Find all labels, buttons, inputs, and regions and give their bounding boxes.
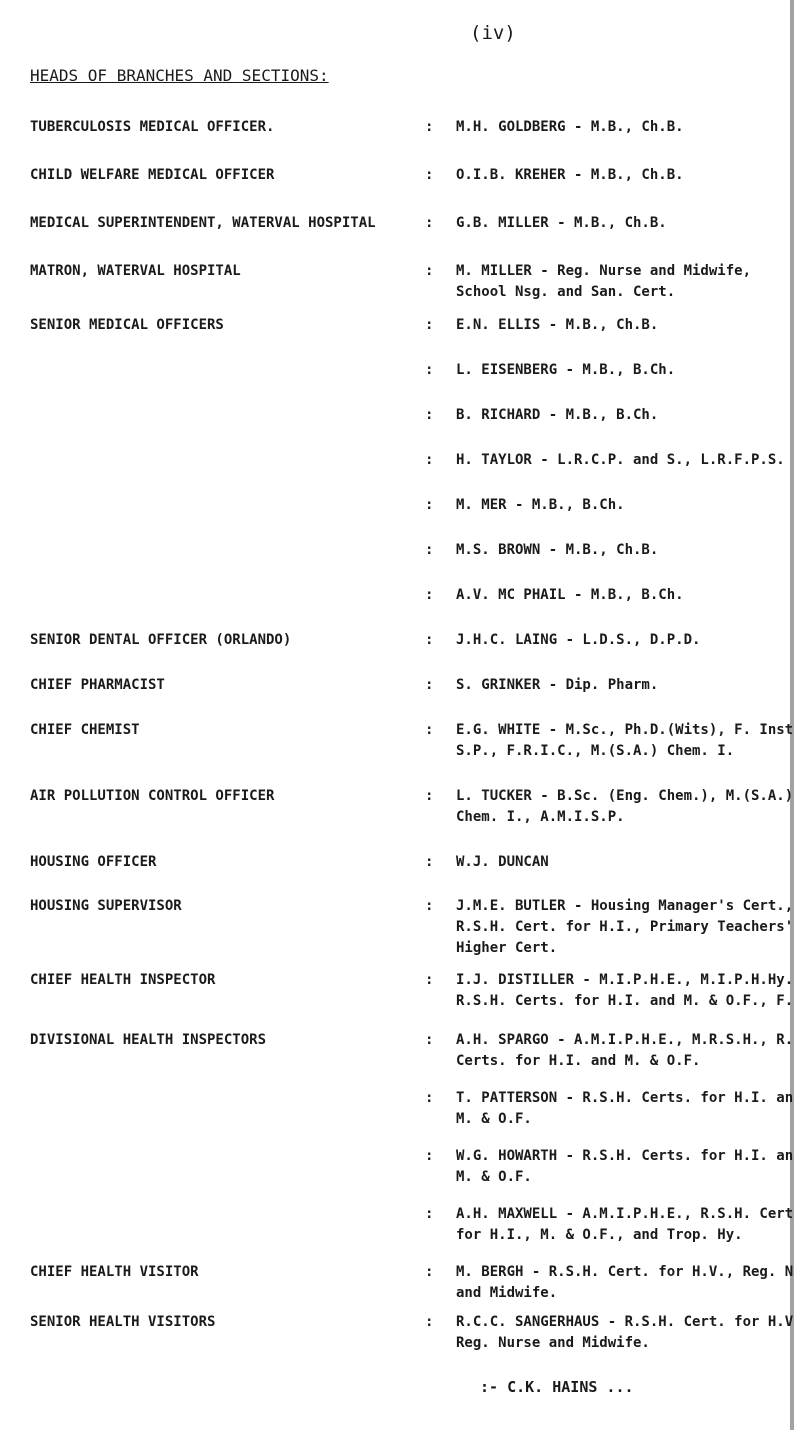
position-title: CHIEF HEALTH INSPECTOR [30,972,216,988]
holder-details [456,261,801,303]
holder-details-line: M. & O.F. [456,1111,532,1127]
holder-details-line: M. & O.F. [456,1169,532,1185]
holder-details [456,495,801,516]
holder-details-line: I.J. DISTILLER - M.I.P.H.E., M.I.P.H.Hy. [456,972,794,988]
holder-details-line: J.H.C. LAING - L.D.S., D.P.D. [456,632,701,648]
holder-details-line: R.C.C. SANGERHAUS - R.S.H. Cert. for H.V [456,1314,794,1330]
separator-colon: : [425,542,434,558]
holder-details-line: T. PATTERSON - R.S.H. Certs. for H.I. an [456,1090,794,1106]
holder-details-line: L. TUCKER - B.Sc. (Eng. Chem.), M.(S.A.) [456,788,794,804]
separator-colon: : [425,677,434,693]
position-title: CHIEF CHEMIST [30,722,140,738]
separator-colon: : [425,263,434,279]
separator-colon: : [425,1314,434,1330]
holder-details-line: A.V. MC PHAIL - M.B., B.Ch. [456,587,684,603]
position-title: DIVISIONAL HEALTH INSPECTORS [30,1032,267,1048]
holder-details [456,315,801,336]
separator-colon: : [425,1148,434,1164]
holder-details [456,1262,801,1304]
separator-colon: : [425,854,434,870]
signature: :- C.K. HAINS ... [480,1378,634,1396]
separator-colon: : [425,587,434,603]
holder-details-line: M. MILLER - Reg. Nurse and Midwife, [456,263,752,279]
holder-details-line: School Nsg. and San. Cert. [456,284,676,300]
holder-details [456,165,801,186]
separator-colon: : [425,1090,434,1106]
holder-details [456,896,801,959]
holder-details-line: M.H. GOLDBERG - M.B., Ch.B. [456,119,684,135]
separator-colon: : [425,167,434,183]
separator-colon: : [425,788,434,804]
holder-details [456,1030,801,1072]
holder-details [456,585,801,606]
holder-details-line: Reg. Nurse and Midwife. [456,1335,650,1351]
holder-details [456,1312,801,1354]
holder-details [456,540,801,561]
position-title: HOUSING SUPERVISOR [30,898,182,914]
holder-details-line: W.J. DUNCAN [456,854,549,870]
holder-details-line: S.P., F.R.I.C., M.(S.A.) Chem. I. [456,743,735,759]
holder-details-line: for H.I., M. & O.F., and Trop. Hy. [456,1227,743,1243]
separator-colon: : [425,119,434,135]
separator-colon: : [425,497,434,513]
holder-details-line: O.I.B. KREHER - M.B., Ch.B. [456,167,684,183]
holder-details-line: B. RICHARD - M.B., B.Ch. [456,407,659,423]
holder-details-line: H. TAYLOR - L.R.C.P. and S., L.R.F.P.S. [456,452,785,468]
position-title: CHIEF PHARMACIST [30,677,165,693]
holder-details [456,786,801,828]
position-title: TUBERCULOSIS MEDICAL OFFICER. [30,119,275,135]
holder-details [456,117,801,138]
position-title: AIR POLLUTION CONTROL OFFICER [30,788,275,804]
separator-colon: : [425,1264,434,1280]
separator-colon: : [425,1032,434,1048]
holder-details-line: W.G. HOWARTH - R.S.H. Certs. for H.I. an [456,1148,794,1164]
holder-details [456,630,801,651]
position-title: MATRON, WATERVAL HOSPITAL [30,263,241,279]
holder-details [456,360,801,381]
separator-colon: : [425,722,434,738]
holder-details [456,720,801,762]
holder-details [456,450,801,471]
holder-details-line: J.M.E. BUTLER - Housing Manager's Cert., [456,898,794,914]
holder-details-line: R.S.H. Certs. for H.I. and M. & O.F., F. [456,993,794,1009]
holder-details-line: A.H. SPARGO - A.M.I.P.H.E., M.R.S.H., R. [456,1032,794,1048]
holder-details-line: Chem. I., A.M.I.S.P. [456,809,625,825]
holder-details [456,1088,801,1130]
holder-details [456,405,801,426]
position-title: CHILD WELFARE MEDICAL OFFICER [30,167,275,183]
holder-details-line: Higher Cert. [456,940,558,956]
holder-details [456,970,801,1012]
position-title: SENIOR DENTAL OFFICER (ORLANDO) [30,632,292,648]
holder-details-line: E.N. ELLIS - M.B., Ch.B. [456,317,659,333]
holder-details [456,1146,801,1188]
holder-details-line: S. GRINKER - Dip. Pharm. [456,677,659,693]
holder-details-line: G.B. MILLER - M.B., Ch.B. [456,215,667,231]
holder-details-line: L. EISENBERG - M.B., B.Ch. [456,362,676,378]
holder-details-line: M. BERGH - R.S.H. Cert. for H.V., Reg. N [456,1264,794,1280]
separator-colon: : [425,898,434,914]
holder-details-line: Certs. for H.I. and M. & O.F. [456,1053,701,1069]
separator-colon: : [425,215,434,231]
holder-details-line: R.S.H. Cert. for H.I., Primary Teachers' [456,919,794,935]
separator-colon: : [425,632,434,648]
position-title: CHIEF HEALTH VISITOR [30,1264,199,1280]
position-title: SENIOR HEALTH VISITORS [30,1314,216,1330]
holder-details [456,675,801,696]
separator-colon: : [425,1206,434,1222]
page-number: (iv) [470,22,516,44]
separator-colon: : [425,452,434,468]
holder-details-line: and Midwife. [456,1285,558,1301]
separator-colon: : [425,407,434,423]
holder-details [456,852,801,873]
holder-details-line: M. MER - M.B., B.Ch. [456,497,625,513]
holder-details-line: M.S. BROWN - M.B., Ch.B. [456,542,659,558]
position-title: MEDICAL SUPERINTENDENT, WATERVAL HOSPITAL [30,215,376,231]
holder-details [456,1204,801,1246]
holder-details-line: A.H. MAXWELL - A.M.I.P.H.E., R.S.H. Cert [456,1206,794,1222]
section-heading: HEADS OF BRANCHES AND SECTIONS: [30,66,329,85]
holder-details [456,213,801,234]
separator-colon: : [425,362,434,378]
separator-colon: : [425,972,434,988]
separator-colon: : [425,317,434,333]
position-title: SENIOR MEDICAL OFFICERS [30,317,224,333]
position-title: HOUSING OFFICER [30,854,157,870]
holder-details-line: E.G. WHITE - M.Sc., Ph.D.(Wits), F. Inst [456,722,794,738]
